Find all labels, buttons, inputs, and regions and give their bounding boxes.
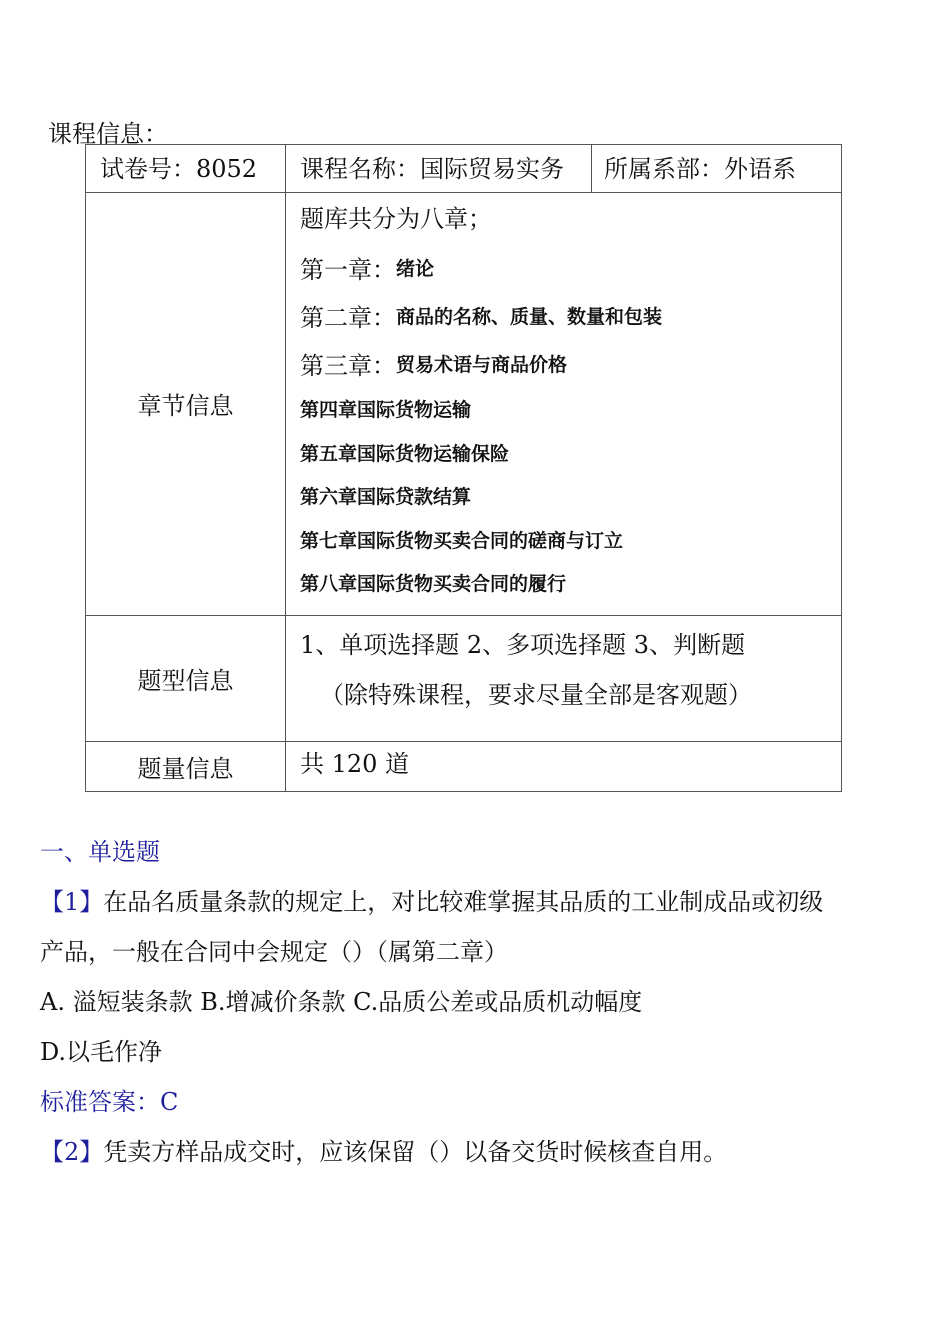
question-1-answer: 标准答案：C — [40, 1088, 179, 1116]
course-name-cell — [286, 145, 592, 193]
paper-number-cell — [86, 145, 286, 193]
chapter-prefix: 第二章： — [300, 303, 396, 332]
question-text: 在品名质量条款的规定上，对比较难掌握其品质的工业制成品或初级 — [103, 888, 824, 916]
question-1-line2: 产品，一般在合同中会规定（）（属第二章） — [40, 938, 508, 966]
chapter-item — [300, 243, 841, 291]
header-row — [86, 145, 842, 193]
chapter-item: 第五章国际货物运输保险 — [300, 442, 510, 465]
question-number: 【2】 — [40, 1138, 104, 1166]
chapter-item: 第六章国际贷款结算 — [300, 486, 472, 509]
chapter-row — [86, 193, 842, 616]
chapter-item — [300, 339, 841, 387]
question-type-note: （除特殊课程，要求尽量全部是客观题） — [320, 680, 752, 709]
chapter-name: 商品的名称、质量、数量和包装 — [396, 305, 663, 328]
quantity-cell — [286, 741, 842, 791]
chapter-label: 章节信息 — [86, 193, 286, 616]
chapter-item: 第四章国际货物运输 — [300, 399, 472, 422]
question-number: 【1】 — [40, 888, 104, 916]
course-info-label: 课程信息： — [48, 120, 168, 148]
question-text: 凭卖方样品成交时，应该保留（）以备交货时候核查自用。 — [103, 1138, 728, 1166]
question-1-options: A. 溢短装条款 B.增减价条款 C.品质公差或品质机动幅度 — [40, 988, 643, 1016]
chapter-prefix: 第一章： — [300, 255, 396, 284]
course-name: 课程名称：国际贸易实务 — [300, 155, 564, 183]
question-type-cell — [286, 615, 842, 741]
question-1-line1 — [40, 882, 900, 917]
chapter-item: 第八章国际货物买卖合同的履行 — [300, 573, 567, 596]
chapter-item — [300, 291, 841, 339]
question-type-label: 题型信息 — [86, 615, 286, 741]
quantity-label: 题量信息 — [86, 741, 286, 791]
question-2 — [40, 1132, 900, 1167]
chapter-intro: 题库共分为八章； — [300, 205, 492, 233]
section-title: 一、单选题 — [40, 838, 160, 866]
quantity-row — [86, 741, 842, 791]
department-cell — [592, 145, 842, 193]
chapter-name: 贸易术语与商品价格 — [396, 353, 568, 376]
chapter-item: 第七章国际货物买卖合同的磋商与订立 — [300, 529, 624, 552]
chapter-list — [286, 193, 842, 616]
chapter-prefix: 第三章： — [300, 351, 396, 380]
question-1-option-d: D.以毛作净 — [40, 1038, 163, 1066]
question-type-list: 1、单项选择题 2、多项选择题 3、判断题 — [300, 630, 746, 659]
question-type-row — [86, 615, 842, 741]
department: 所属系部：外语系 — [604, 155, 796, 183]
course-info-table — [85, 144, 842, 792]
chapter-name: 绪论 — [396, 257, 435, 280]
paper-number: 试卷号：8052 — [100, 155, 258, 183]
quantity-value: 共 120 道 — [300, 749, 410, 778]
